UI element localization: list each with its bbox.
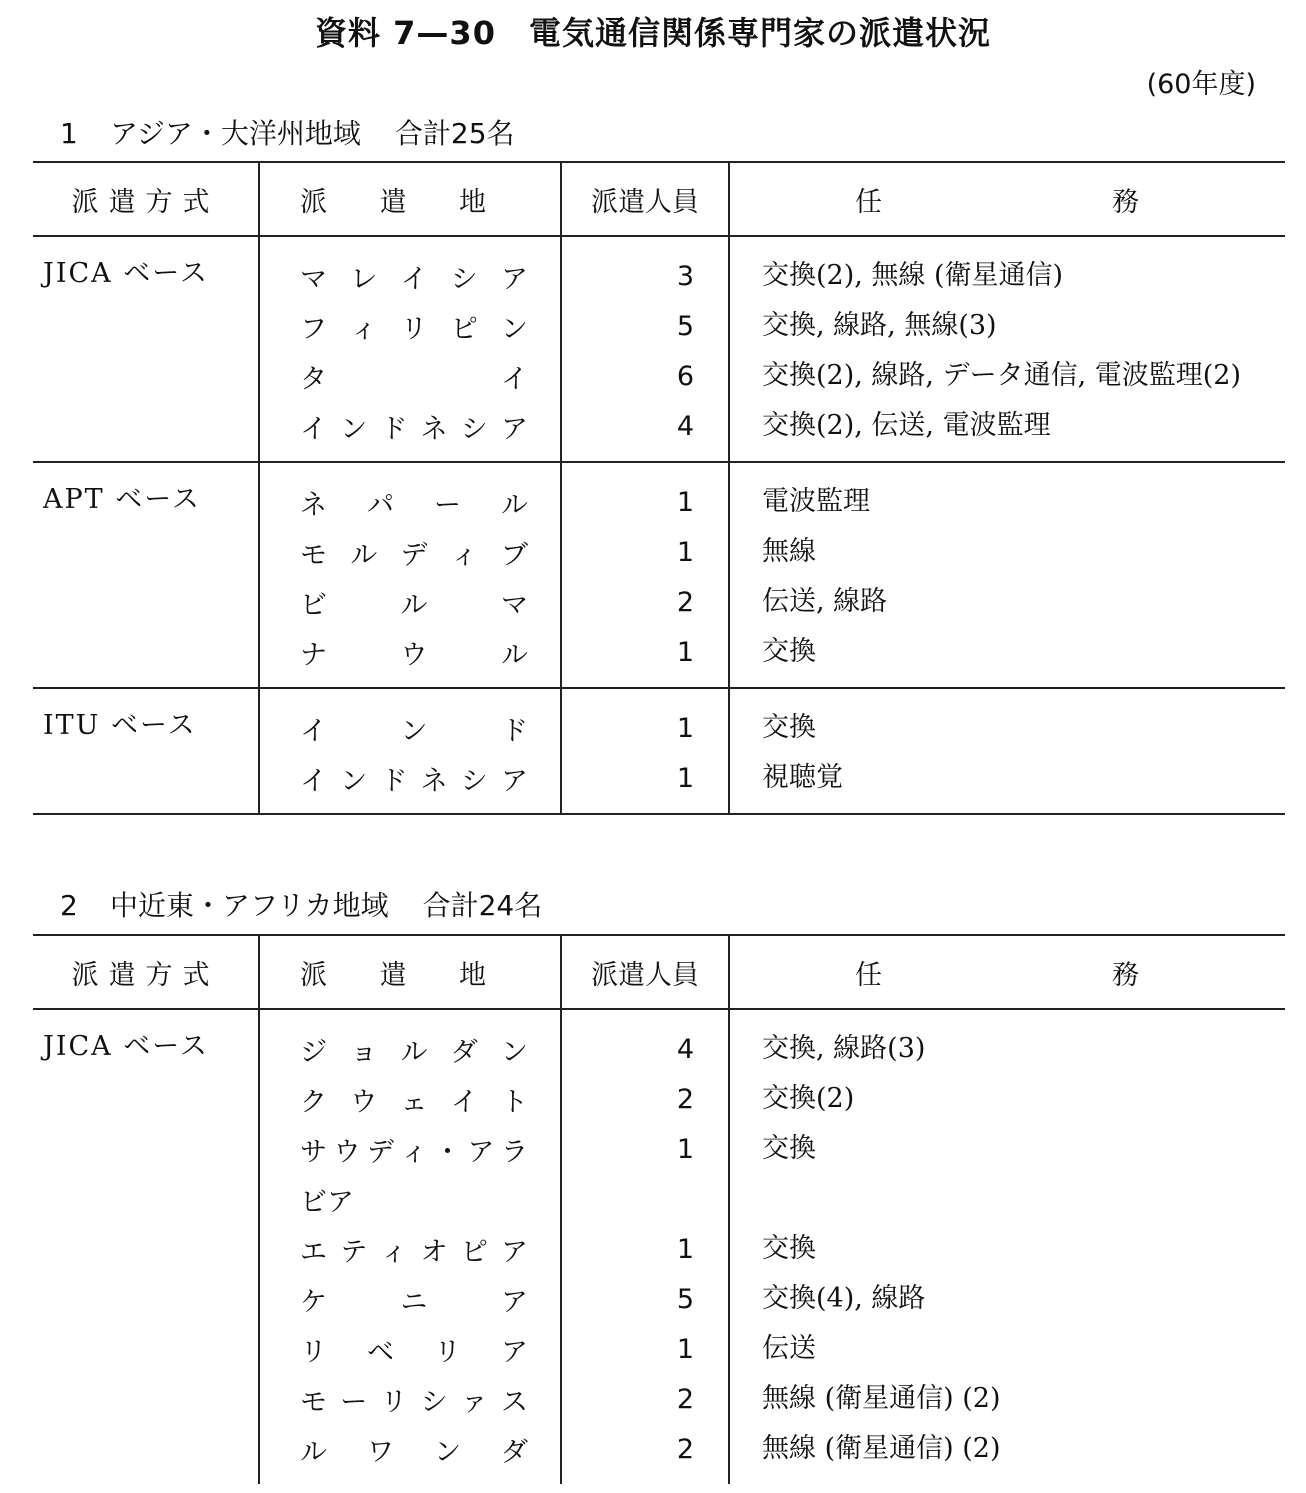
header-count: 派遣人員 [561,935,729,1009]
destination-country: ジ ョ ル ダ ン [259,1009,561,1074]
dispatch-count: 2 [561,577,729,627]
section-total: 合計24名 [422,889,543,922]
header-method: 派遣方式 [33,935,259,1009]
destination-country: イ ン ド [259,688,561,753]
assignment-task: 交換(2), 伝送, 電波監理 [762,410,1051,441]
dispatch-count: 4 [561,401,729,462]
dispatch-count: 1 [561,688,729,753]
destination-country: タ イ [259,351,561,401]
destination-country: ル ワ ン ダ [259,1424,561,1484]
dispatch-count: 4 [561,1009,729,1074]
dispatch-method: APT ベース [33,462,259,688]
destination-country: エ テ ィ オ ピ ア [259,1224,561,1274]
table-row [33,688,1285,753]
section-heading [60,112,515,152]
dispatch-method: JICA ベース [33,236,259,462]
dispatch-count: 5 [561,301,729,351]
destination-country: ネ パ ー ル [259,462,561,527]
destination-country: ビ ア [259,1174,561,1224]
assignment-task: 交換 [762,712,816,743]
section-number: 2 [60,889,78,922]
dispatch-group [33,462,1285,688]
assignment-task: 無線 (衛星通信) (2) [762,1433,1001,1464]
dispatch-count: 3 [561,236,729,301]
dispatch-count: 2 [561,1374,729,1424]
assignment-task: 伝送 [762,1333,816,1364]
dispatch-table [33,934,1285,1484]
dispatch-count: 5 [561,1274,729,1324]
header-method: 派遣方式 [33,162,259,236]
assignment-task: 交換, 線路(3) [762,1033,926,1064]
assignment-task: 伝送, 線路 [762,586,888,617]
section-number: 1 [60,117,78,150]
section-region: 中近東・アフリカ地域 [110,889,389,922]
section-total: 合計25名 [394,117,515,150]
destination-country: モ ル デ ィ ブ [259,527,561,577]
destination-country: サ ウ デ ィ ・ ア ラ [259,1124,561,1174]
destination-country: モ ー リ シ ァ ス [259,1374,561,1424]
table-header-row [33,162,1285,236]
dispatch-count: 1 [561,1224,729,1274]
assignment-task: 交換 [762,1133,816,1164]
dispatch-method: ITU ベース [33,688,259,814]
header-task: 任 務 [855,186,1139,218]
header-count: 派遣人員 [561,162,729,236]
dispatch-count: 6 [561,351,729,401]
assignment-task: 交換(2) [762,1083,855,1114]
table-row [33,236,1285,301]
dispatch-count: 2 [561,1424,729,1484]
document-title: 資料 7—30 電気通信関係専門家の派遣状況 [315,14,991,52]
dispatch-count: 1 [561,462,729,527]
dispatch-count: 1 [561,527,729,577]
destination-country: イ ン ド ネ シ ア [259,753,561,814]
dispatch-group [33,1009,1285,1484]
destination-country: イ ン ド ネ シ ア [259,401,561,462]
section-region: アジア・大洋州地域 [110,117,361,150]
section-heading [60,884,542,924]
dispatch-count: 2 [561,1074,729,1124]
dispatch-count [561,1174,729,1224]
table-row [33,462,1285,527]
destination-country: ケ ニ ア [259,1274,561,1324]
assignment-task: 交換 [762,1233,816,1264]
destination-country: マ レ イ シ ア [259,236,561,301]
header-place: 派 遣 地 [259,935,561,1009]
header-task: 任 務 [855,959,1139,991]
assignment-task [729,1174,1285,1224]
table-row [33,1009,1285,1074]
dispatch-count: 1 [561,1324,729,1374]
dispatch-group [33,236,1285,462]
assignment-task: 視聴覚 [762,762,843,793]
destination-country: ビ ル マ [259,577,561,627]
dispatch-table [33,161,1285,815]
destination-country: フ ィ リ ピ ン [259,301,561,351]
assignment-task: 無線 (衛星通信) (2) [762,1383,1001,1414]
assignment-task: 交換(2), 無線 (衛星通信) [762,260,1064,291]
dispatch-count: 1 [561,627,729,688]
destination-country: リ ベ リ ア [259,1324,561,1374]
destination-country: ク ウ ェ イ ト [259,1074,561,1124]
dispatch-method: JICA ベース [33,1009,259,1484]
destination-country: ナ ウ ル [259,627,561,688]
dispatch-count: 1 [561,753,729,814]
fiscal-year-note: (60年度) [1146,69,1256,100]
assignment-task: 電波監理 [762,486,870,517]
assignment-task: 交換 [762,636,816,667]
dispatch-group [33,688,1285,814]
assignment-task: 交換(2), 線路, データ通信, 電波監理(2) [762,360,1241,391]
dispatch-count: 1 [561,1124,729,1174]
header-place: 派 遣 地 [259,162,561,236]
assignment-task: 交換, 線路, 無線(3) [762,310,997,341]
assignment-task: 無線 [762,536,816,567]
assignment-task: 交換(4), 線路 [762,1283,926,1314]
table-header-row [33,935,1285,1009]
